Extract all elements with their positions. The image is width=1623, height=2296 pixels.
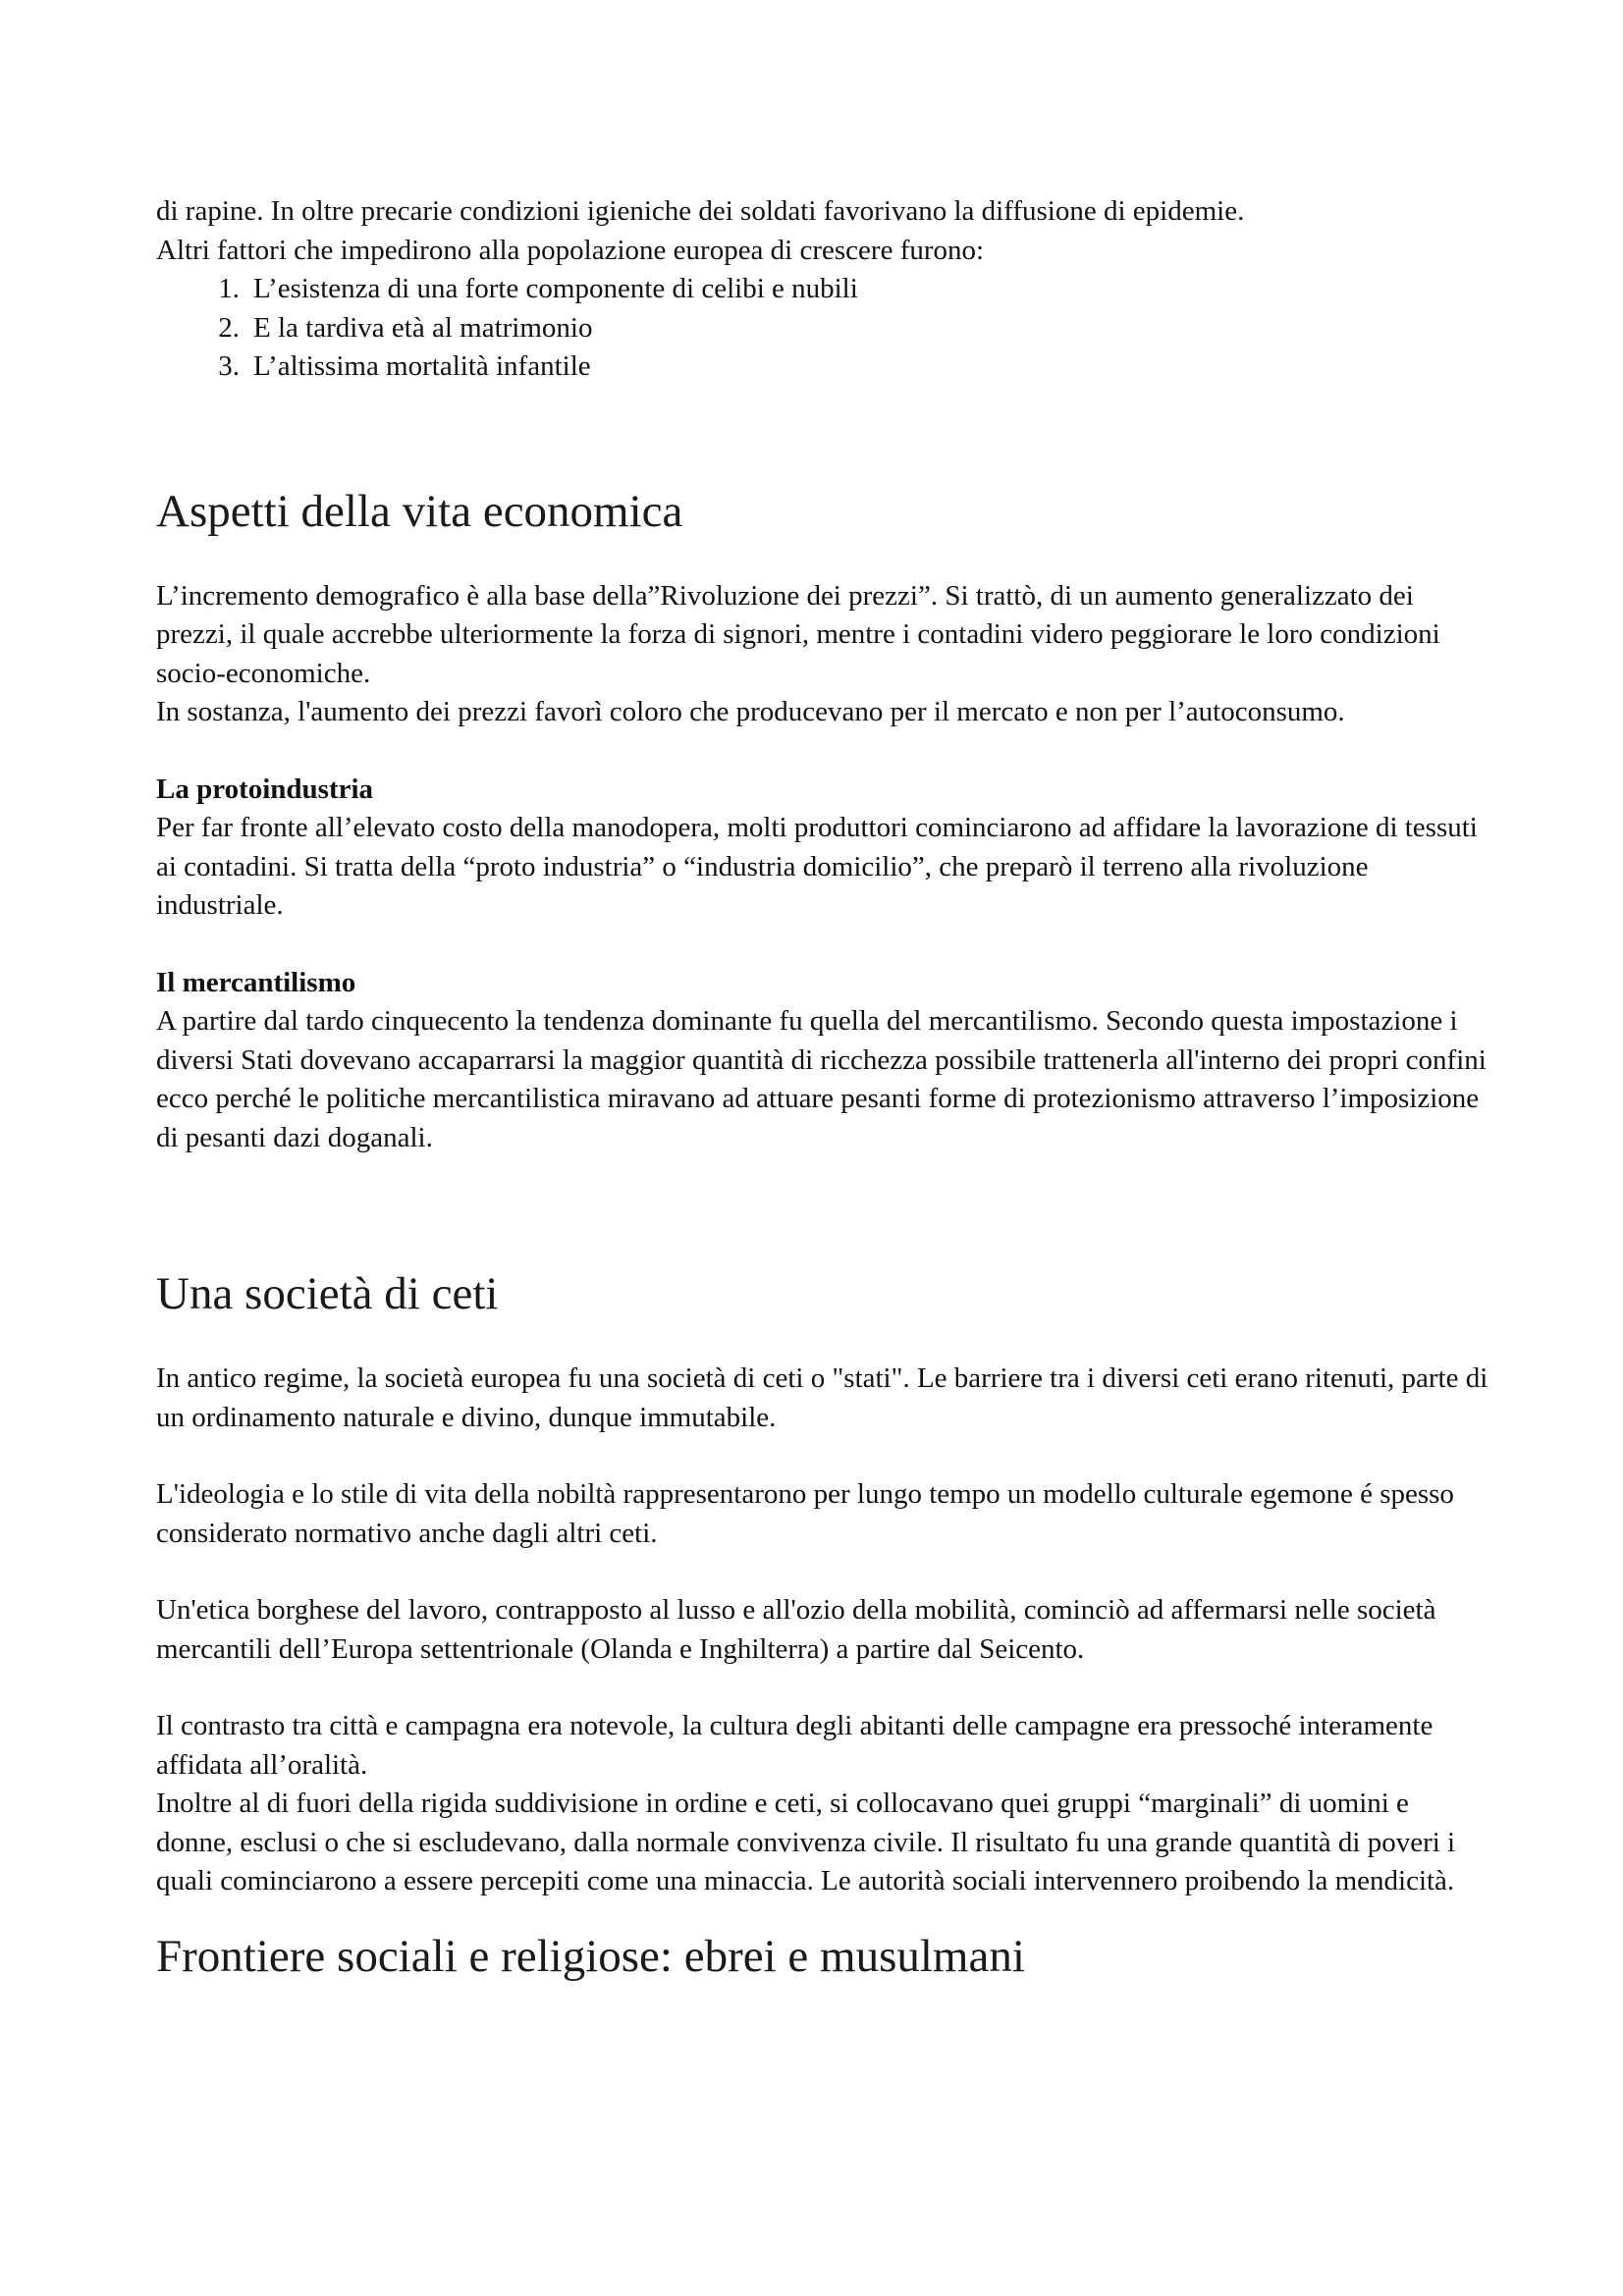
- heading-frontiere: Frontiere sociali e religiose: ebrei e musulmani: [156, 1930, 1025, 1982]
- societa-paragraph-1: In antico regime, la società europea fu una società di ceti o "stati". Le barriere tra i diversi ceti erano ritenuti, parte di un ordinamento naturale e divino, dunque immutabile.: [156, 1362, 1488, 1433]
- economia-paragraph-2: In sostanza, l'aumento dei prezzi favorì coloro che producevano per il mercato e non per l’autoconsumo.: [156, 696, 1345, 727]
- heading-societa: Una società di ceti: [156, 1268, 499, 1319]
- subheading-protoindustria: La protoindustria: [156, 773, 374, 805]
- list-text: L’esistenza di una forte componente di celibi e nubili: [253, 273, 858, 304]
- list-number: 1.: [218, 273, 240, 304]
- societa-paragraph-5: Inoltre al di fuori della rigida suddivisione in ordine e ceti, si collocavano quei gruppi “marginali” di uomini e donne, esclusi o che si escludevano, dalla normale convivenza civile. Il risultato fu una grande quantità di poveri i quali cominciarono a essere percepiti come una minaccia. Le autorità sociali intervennero proibendo la mendicità.: [156, 1788, 1456, 1896]
- subheading-mercantilismo: Il mercantilismo: [156, 966, 356, 998]
- economia-paragraph-1: L’incremento demografico è alla base della”Rivoluzione dei prezzi”. Si trattò, di un aumento generalizzato dei prezzi, il quale accrebbe ulteriormente la forza di signori, mentre i contadini videro peggiorare le loro condizioni socio-economiche.: [156, 579, 1440, 689]
- list-number: 3.: [218, 350, 240, 382]
- societa-paragraph-4: Il contrasto tra città e campagna era notevole, la cultura degli abitanti delle campagne era pressoché interamente affidata all’oralità.: [156, 1710, 1434, 1781]
- list-item: [156, 309, 1491, 348]
- protoindustria-paragraph: Per far fronte all’elevato costo della manodopera, molti produttori cominciarono ad affidare la lavorazione di tessuti ai contadini. Si tratta della “proto industria” o “industria domicilio”, che preparò il terreno alla rivoluzione industriale.: [156, 812, 1478, 921]
- mercantilismo-paragraph: A partire dal tardo cinquecento la tendenza dominante fu quella del mercantilismo. Secondo questa impostazione i diversi Stati dovevano accaparrarsi la maggior quantità di ricchezza possibile trattenerla all'interno dei propri confini ecco perché le politiche mercantilistica miravano ad attuare pesanti forme di protezionismo attraverso l’imposizione di pesanti dazi doganali.: [156, 1005, 1487, 1153]
- list-text: E la tardiva età al matrimonio: [253, 311, 593, 344]
- factors-list: [156, 270, 1491, 387]
- societa-paragraph-2: L'ideologia e lo stile di vita della nobiltà rappresentarono per lungo tempo un modello culturale egemone é spesso considerato normativo anche dagli altri ceti.: [156, 1478, 1454, 1549]
- list-item: [156, 270, 1491, 309]
- page-content: [156, 192, 1491, 1984]
- intro-paragraph-1: di rapine. In oltre precarie condizioni igieniche dei soldati favorivano la diffusione di epidemie.: [156, 195, 1245, 227]
- societa-paragraph-3: Un'etica borghese del lavoro, contrapposto al lusso e all'ozio della mobilità, cominciò ad affermarsi nelle società mercantili dell’Europa settentrionale (Olanda e Inghilterra) a partire dal Seicento.: [156, 1594, 1436, 1665]
- heading-economia: Aspetti della vita economica: [156, 485, 683, 537]
- list-text: L’altissima mortalità infantile: [253, 350, 591, 382]
- list-number: 2.: [218, 311, 240, 344]
- intro-paragraph-2: Altri fattori che impedirono alla popolazione europea di crescere furono:: [156, 234, 985, 266]
- list-item: [156, 347, 1491, 387]
